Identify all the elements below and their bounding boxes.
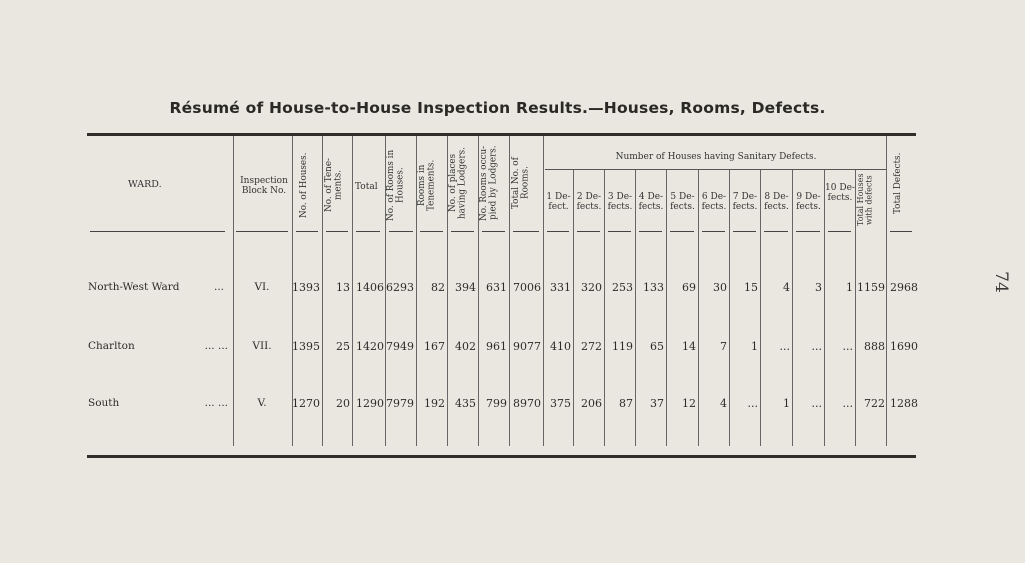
header-rooms-occupied-by-lodgers: No. Rooms occu- pied by Lodgers. bbox=[479, 145, 499, 221]
table-cell: ... bbox=[811, 340, 822, 353]
table-cell: 1288 bbox=[890, 397, 918, 410]
table-cell: 253 bbox=[612, 281, 633, 294]
page-number: 74 bbox=[990, 271, 1011, 293]
header-defects-group: Number of Houses having Sanitary Defects. bbox=[615, 152, 817, 162]
table-cell: 25 bbox=[336, 340, 350, 353]
table-cell: 1690 bbox=[890, 340, 918, 353]
table-cell: ... bbox=[747, 397, 758, 410]
header-underline bbox=[90, 231, 225, 232]
table-cell: 65 bbox=[650, 340, 664, 353]
table-cell: 14 bbox=[682, 340, 696, 353]
table-cell: 3 bbox=[815, 281, 822, 294]
table-cell: 1 bbox=[751, 340, 758, 353]
table-cell: 7006 bbox=[513, 281, 541, 294]
table-cell: 1159 bbox=[857, 281, 885, 294]
table-cell: 631 bbox=[486, 281, 507, 294]
table-cell: 133 bbox=[643, 281, 664, 294]
defects-group-rule bbox=[545, 169, 887, 170]
column-divider bbox=[233, 136, 234, 446]
table-cell: 7979 bbox=[386, 397, 414, 410]
table-cell: 394 bbox=[455, 281, 476, 294]
header-underline bbox=[670, 231, 694, 232]
table-cell: ... bbox=[811, 397, 822, 410]
table-cell: 119 bbox=[612, 340, 633, 353]
header-underline bbox=[608, 231, 631, 232]
header-underline bbox=[890, 231, 912, 232]
table-cell: 69 bbox=[682, 281, 696, 294]
header-underline bbox=[420, 231, 443, 232]
page-title: Résumé of House-to-House Inspection Results.—Houses, Rooms, Defects. bbox=[169, 99, 826, 117]
header-underline bbox=[296, 231, 318, 232]
header-rooms-in-tenements: Rooms in Tenements. bbox=[417, 159, 437, 211]
header-defects-7: 7 De- fects. bbox=[732, 192, 758, 212]
header-underline bbox=[577, 231, 600, 232]
table-cell: 8970 bbox=[513, 397, 541, 410]
table-cell: 87 bbox=[619, 397, 633, 410]
table-cell: 375 bbox=[550, 397, 571, 410]
header-rooms-in-houses: No. of Rooms in Houses. bbox=[386, 149, 406, 221]
table-cell: 435 bbox=[455, 397, 476, 410]
table-cell: 20 bbox=[336, 397, 350, 410]
header-houses-with-defects: Total Houses with defects bbox=[856, 173, 874, 227]
table-cell: 888 bbox=[864, 340, 885, 353]
header-defects-3: 3 De- fects. bbox=[607, 192, 633, 212]
ward-name: Charlton bbox=[88, 340, 135, 352]
table-cell: 272 bbox=[581, 340, 602, 353]
table-cell: 722 bbox=[864, 397, 885, 410]
table-cell: 12 bbox=[682, 397, 696, 410]
table-cell: 961 bbox=[486, 340, 507, 353]
header-underline bbox=[451, 231, 474, 232]
table-cell: 402 bbox=[455, 340, 476, 353]
table-cell: ... bbox=[779, 340, 790, 353]
table-cell: 1420 bbox=[356, 340, 384, 353]
table-cell: 7949 bbox=[386, 340, 414, 353]
inspection-block: VI. bbox=[254, 281, 270, 293]
table-cell: ... bbox=[842, 340, 853, 353]
ward-name: North-West Ward bbox=[88, 281, 180, 293]
header-defects-10: 10 De- fects. bbox=[825, 183, 855, 203]
table-cell: 1393 bbox=[292, 281, 320, 294]
table-cell: 331 bbox=[550, 281, 571, 294]
table-cell: 7 bbox=[720, 340, 727, 353]
ward-name: South bbox=[88, 397, 120, 409]
header-no-of-houses: No. of Houses. bbox=[299, 152, 309, 218]
leader-dots: ... ... bbox=[204, 397, 228, 409]
header-underline bbox=[513, 231, 539, 232]
header-defects-4: 4 De- fects. bbox=[638, 192, 664, 212]
header-underline bbox=[389, 231, 413, 232]
table-cell: 82 bbox=[431, 281, 445, 294]
header-no-of-tenements: No. of Tene- ments. bbox=[324, 158, 344, 213]
header-underline bbox=[828, 231, 851, 232]
table-cell: 410 bbox=[550, 340, 571, 353]
header-underline bbox=[326, 231, 348, 232]
header-underline bbox=[702, 231, 725, 232]
table-cell: 4 bbox=[720, 397, 727, 410]
header-total-defects: Total Defects. bbox=[893, 152, 903, 214]
table-bottom-rule bbox=[87, 455, 916, 458]
table-cell: 167 bbox=[424, 340, 445, 353]
header-total-rooms: Total No. of Rooms. bbox=[511, 157, 531, 209]
table-cell: 37 bbox=[650, 397, 664, 410]
header-underline bbox=[639, 231, 662, 232]
header-defects-9: 9 De- fects. bbox=[796, 192, 821, 212]
table-cell: 799 bbox=[486, 397, 507, 410]
header-defects-1: 1 De- fect. bbox=[546, 192, 571, 212]
table-cell: 1395 bbox=[292, 340, 320, 353]
table-cell: 1 bbox=[846, 281, 853, 294]
header-defects-5: 5 De- fects. bbox=[670, 192, 695, 212]
table-cell: 15 bbox=[744, 281, 758, 294]
header-underline bbox=[796, 231, 820, 232]
table-top-rule bbox=[87, 133, 916, 136]
leader-dots: ... bbox=[214, 281, 225, 293]
header-defects-2: 2 De- fects. bbox=[576, 192, 602, 212]
header-defects-8: 8 De- fects. bbox=[764, 192, 789, 212]
table-cell: 13 bbox=[336, 281, 350, 294]
table-cell: 1270 bbox=[292, 397, 320, 410]
table-cell: 192 bbox=[424, 397, 445, 410]
header-defects-6: 6 De- fects. bbox=[701, 192, 727, 212]
table-cell: ... bbox=[842, 397, 853, 410]
table-cell: 1406 bbox=[356, 281, 384, 294]
table-cell: 9077 bbox=[513, 340, 541, 353]
leader-dots: ... ... bbox=[204, 340, 228, 352]
header-underline bbox=[482, 231, 505, 232]
inspection-block: V. bbox=[257, 397, 267, 409]
table-cell: 2968 bbox=[890, 281, 918, 294]
header-underline bbox=[236, 231, 288, 232]
header-underline bbox=[356, 231, 380, 232]
header-ward: WARD. bbox=[128, 179, 162, 190]
header-total: Total bbox=[355, 182, 378, 192]
table-cell: 6293 bbox=[386, 281, 414, 294]
table-cell: 1 bbox=[783, 397, 790, 410]
header-inspection-block: Inspection Block No. bbox=[240, 176, 288, 196]
table-cell: 30 bbox=[713, 281, 727, 294]
header-places-having-lodgers: No. of places having Lodgers. bbox=[448, 147, 468, 219]
table-cell: 1290 bbox=[356, 397, 384, 410]
header-underline bbox=[547, 231, 569, 232]
table-cell: 320 bbox=[581, 281, 602, 294]
header-underline bbox=[733, 231, 756, 232]
table-cell: 206 bbox=[581, 397, 602, 410]
header-underline bbox=[764, 231, 788, 232]
table-cell: 4 bbox=[783, 281, 790, 294]
inspection-block: VII. bbox=[252, 340, 272, 352]
